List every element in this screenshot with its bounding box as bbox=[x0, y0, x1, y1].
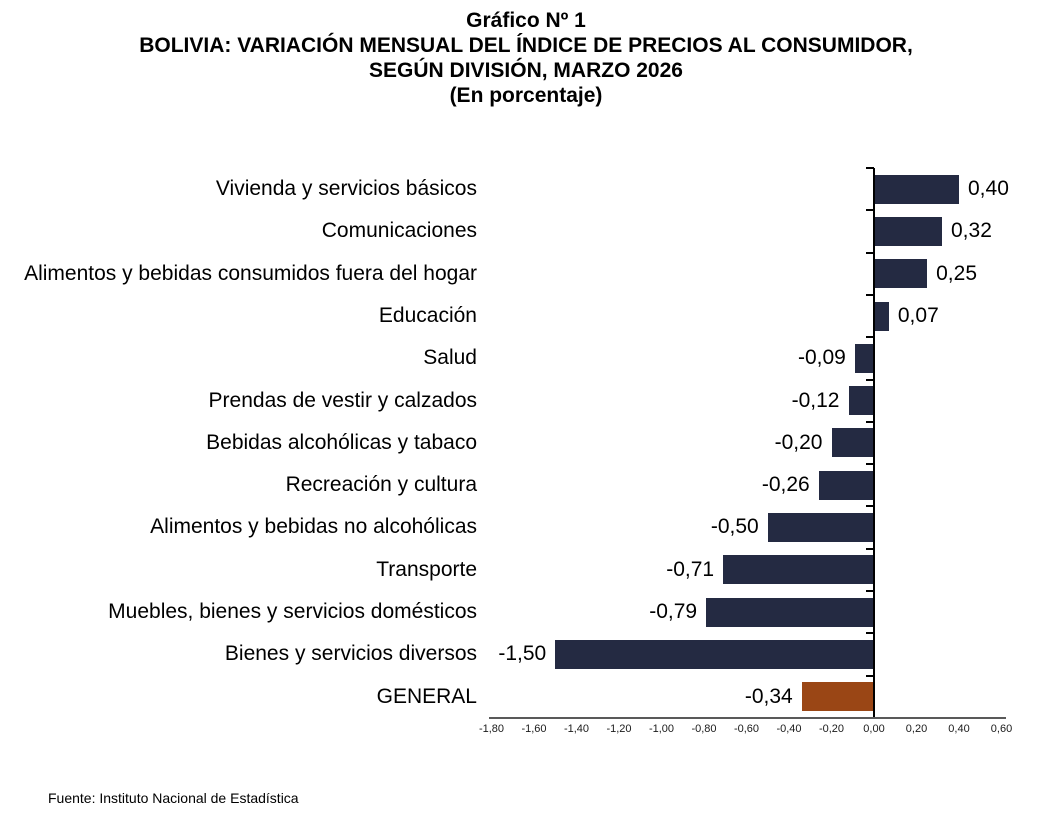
value-label: -0,79 bbox=[649, 600, 698, 623]
value-label: 0,40 bbox=[968, 177, 1009, 200]
axis-tick bbox=[866, 463, 874, 465]
axis-tick bbox=[866, 421, 874, 423]
axis-tick bbox=[866, 675, 874, 677]
title-line-3: SEGÚN DIVISIÓN, MARZO 2026 bbox=[369, 59, 683, 82]
value-label: -0,26 bbox=[761, 473, 810, 497]
title-line-1: Gráfico Nº 1 bbox=[466, 9, 586, 32]
value-label: -0,50 bbox=[710, 515, 759, 539]
zero-axis-line bbox=[873, 168, 875, 718]
x-tick-label: -0,80 bbox=[691, 723, 717, 735]
axis-tick bbox=[866, 505, 874, 507]
x-tick-label: 0,60 bbox=[990, 723, 1013, 735]
x-tick-label: 0,40 bbox=[948, 723, 970, 735]
x-tick-label: -0,40 bbox=[776, 723, 802, 735]
bar bbox=[874, 217, 942, 246]
category-label: Muebles, bienes y servicios domésticos bbox=[108, 600, 477, 623]
x-tick-label: -1,20 bbox=[606, 723, 632, 735]
bar bbox=[855, 344, 874, 373]
category-label: Comunicaciones bbox=[321, 219, 477, 243]
value-label: -1,50 bbox=[498, 642, 547, 666]
value-label: -0,71 bbox=[666, 557, 715, 581]
value-label: 0,32 bbox=[951, 219, 992, 243]
category-label: Alimentos y bebidas consumidos fuera del hogar bbox=[24, 261, 477, 285]
value-label: -0,12 bbox=[791, 388, 840, 412]
axis-tick bbox=[866, 294, 874, 296]
bar bbox=[555, 640, 874, 669]
axis-tick bbox=[866, 252, 874, 254]
value-label: -0,09 bbox=[798, 346, 846, 370]
axis-tick bbox=[866, 548, 874, 550]
axis-tick bbox=[866, 167, 874, 169]
category-label: Transporte bbox=[376, 557, 477, 581]
x-tick-label: -1,60 bbox=[521, 723, 547, 735]
x-tick-label: 0,00 bbox=[863, 723, 885, 735]
bar bbox=[874, 302, 889, 331]
bar bbox=[723, 555, 874, 584]
axis-tick bbox=[866, 209, 874, 211]
x-tick-label: -0,20 bbox=[818, 723, 845, 735]
category-label: Salud bbox=[423, 346, 477, 370]
category-label: Educación bbox=[378, 303, 477, 327]
x-tick-label: -1,80 bbox=[478, 723, 505, 735]
bar bbox=[706, 598, 874, 627]
x-tick-label: -0,60 bbox=[733, 723, 760, 735]
category-label: Recreación y cultura bbox=[285, 473, 477, 497]
category-label: Vivienda y servicios básicos bbox=[215, 177, 477, 200]
bar bbox=[874, 175, 959, 204]
bar bbox=[768, 513, 874, 542]
category-label: Alimentos y bebidas no alcohólicas bbox=[150, 515, 477, 539]
value-label: -0,34 bbox=[744, 684, 793, 708]
bar bbox=[849, 386, 875, 415]
x-tick-label: -1,40 bbox=[563, 723, 590, 735]
bar bbox=[819, 471, 874, 500]
axis-tick bbox=[866, 590, 874, 592]
title-line-2: BOLIVIA: VARIACIÓN MENSUAL DEL ÍNDICE DE PRECIOS AL CONSUMIDOR, bbox=[139, 34, 913, 57]
bar bbox=[874, 259, 927, 288]
title-line-4: (En porcentaje) bbox=[449, 84, 603, 107]
x-tick-label: -1,00 bbox=[648, 723, 675, 735]
category-label: Bebidas alcohólicas y tabaco bbox=[206, 430, 477, 454]
axis-tick bbox=[866, 336, 874, 338]
axis-tick bbox=[866, 632, 874, 634]
value-label: -0,20 bbox=[774, 430, 823, 454]
axis-tick bbox=[866, 379, 874, 381]
source-note: Fuente: Instituto Nacional de Estadística bbox=[48, 790, 299, 806]
category-label: Prendas de vestir y calzados bbox=[208, 388, 477, 412]
x-tick-label: 0,20 bbox=[905, 723, 928, 735]
value-label: 0,25 bbox=[936, 261, 977, 285]
category-label: Bienes y servicios diversos bbox=[224, 642, 477, 666]
category-label: GENERAL bbox=[376, 684, 477, 708]
bar bbox=[802, 682, 874, 711]
value-label: 0,07 bbox=[897, 303, 939, 327]
bar bbox=[832, 428, 875, 457]
